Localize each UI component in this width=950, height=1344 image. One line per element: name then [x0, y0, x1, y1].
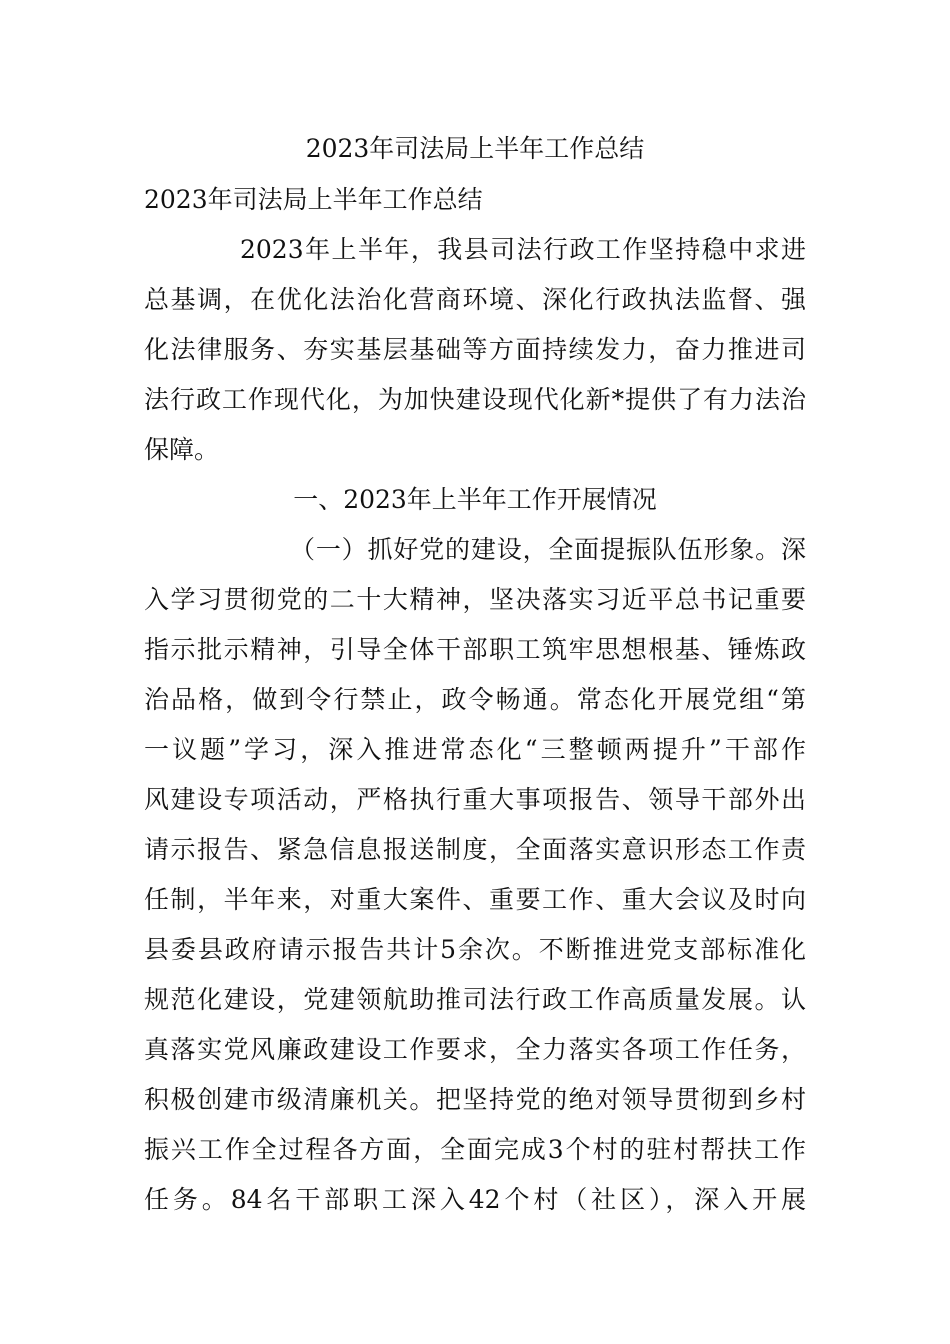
- intro-line: 化法律服务、夯实基层基础等方面持续发力，奋力推进司: [144, 335, 806, 364]
- section-line: 振兴工作全过程各方面，全面完成3个村的驻村帮扶工作: [144, 1135, 806, 1164]
- section-line: 真落实党风廉政建设工作要求，全力落实各项工作任务，: [144, 1035, 806, 1064]
- section-line: 一议题”学习，深入推进常态化“三整顿两提升”干部作: [144, 735, 806, 764]
- section-line: 任务。84名干部职工深入42个村（社区），深入开展: [144, 1185, 806, 1214]
- section-line: 治品格，做到令行禁止，政令畅通。常态化开展党组“第: [144, 685, 806, 714]
- section-line: 任制，半年来，对重大案件、重要工作、重大会议及时向: [144, 885, 806, 914]
- section-line: 入学习贯彻党的二十大精神，坚决落实习近平总书记重要: [144, 585, 806, 614]
- intro-line: 法行政工作现代化，为加快建设现代化新*提供了有力法治: [144, 385, 806, 414]
- intro-line: 2023年上半年，我县司法行政工作坚持稳中求进: [240, 235, 806, 264]
- intro-line: 总基调，在优化法治化营商环境、深化行政执法监督、强: [144, 285, 806, 314]
- document-title: 2023年司法局上半年工作总结: [305, 134, 645, 163]
- section-line: 风建设专项活动，严格执行重大事项报告、领导干部外出: [144, 785, 806, 814]
- section-line: 规范化建设，党建领航助推司法行政工作高质量发展。认: [144, 985, 806, 1014]
- intro-line: 保障。: [144, 435, 220, 464]
- section-heading: 一、2023年上半年工作开展情况: [293, 485, 657, 514]
- section-line: 积极创建市级清廉机关。把坚持党的绝对领导贯彻到乡村: [144, 1085, 806, 1114]
- section-line: 指示批示精神，引导全体干部职工筑牢思想根基、锤炼政: [144, 635, 806, 664]
- document-subtitle: 2023年司法局上半年工作总结: [144, 185, 483, 214]
- section-line: 请示报告、紧急信息报送制度，全面落实意识形态工作责: [144, 835, 806, 864]
- section-line: （一）抓好党的建设，全面提振队伍形象。深: [290, 535, 806, 564]
- section-line: 县委县政府请示报告共计5余次。不断推进党支部标准化: [144, 935, 806, 964]
